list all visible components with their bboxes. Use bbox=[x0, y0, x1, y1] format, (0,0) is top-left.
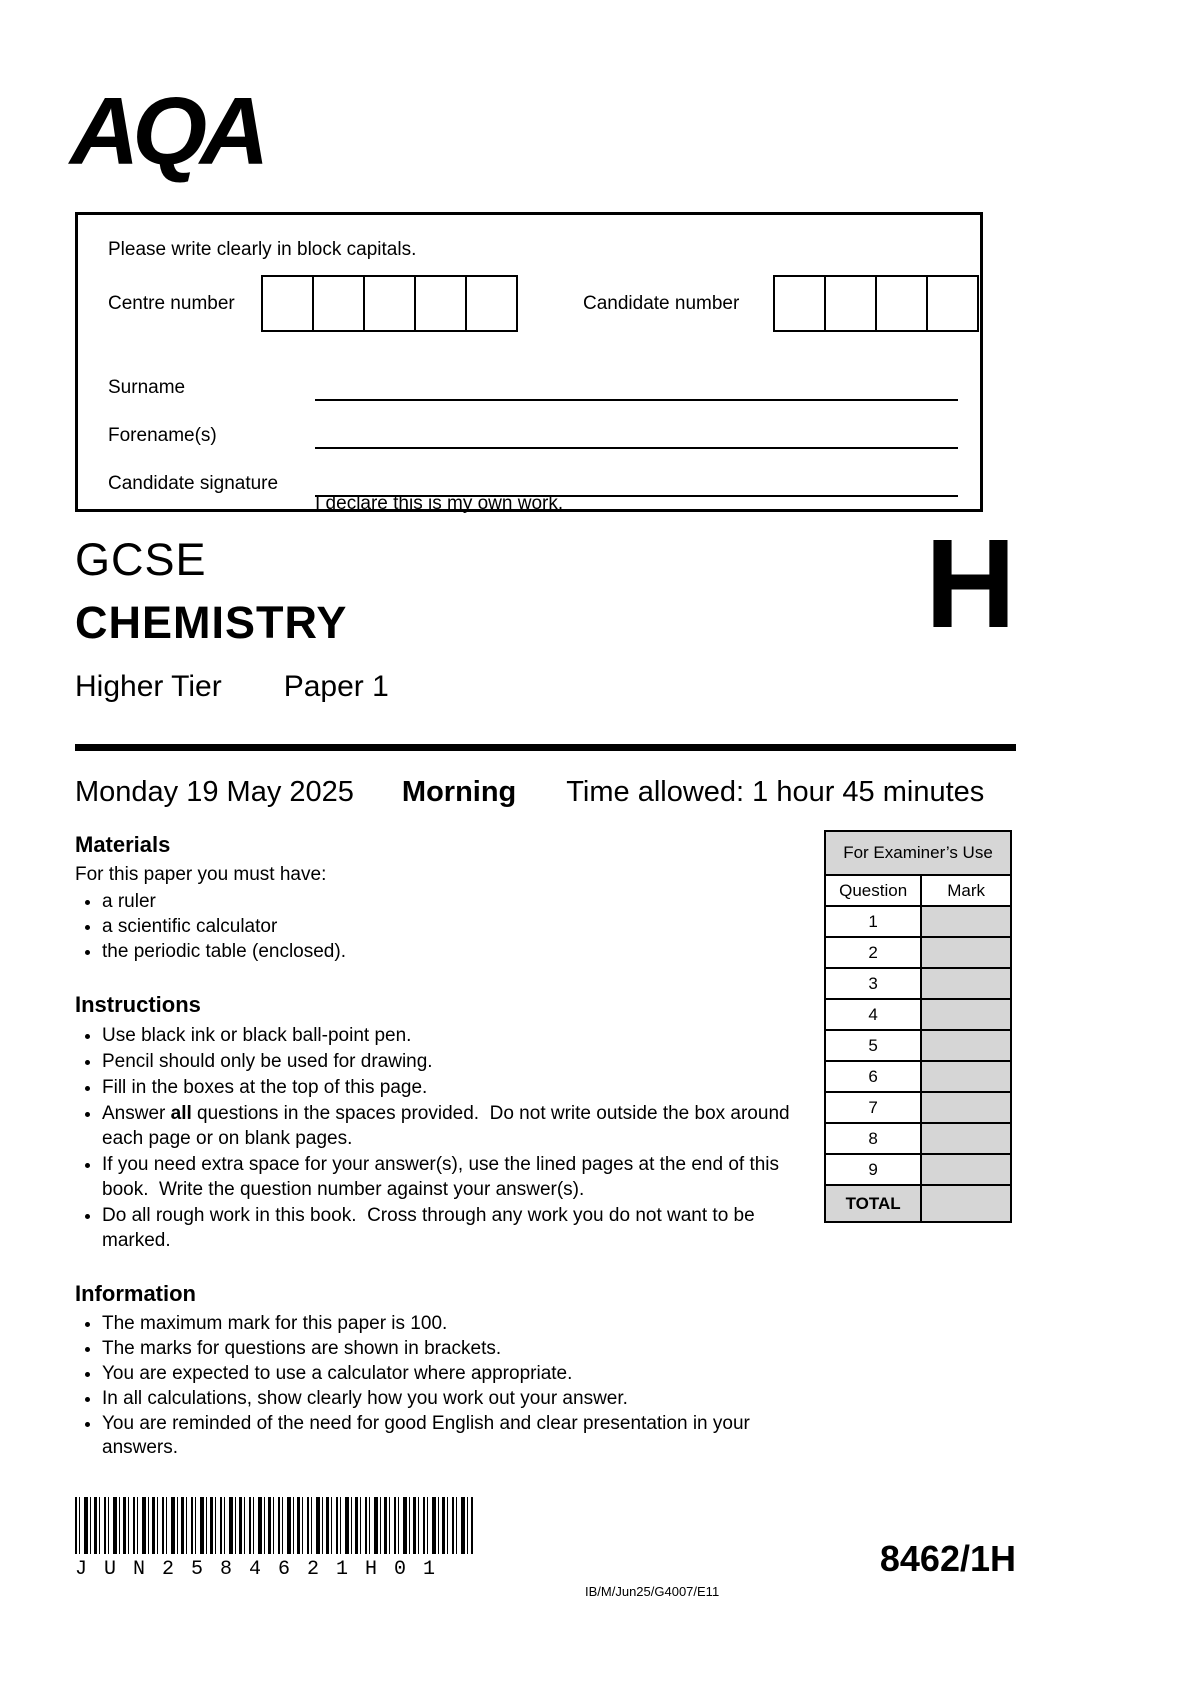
question-number-cell: 7 bbox=[825, 1092, 921, 1123]
candidate-number-cell[interactable] bbox=[926, 275, 979, 332]
information-list bbox=[75, 1312, 790, 1460]
title-divider-rule bbox=[75, 744, 1016, 751]
paper-label: Paper 1 bbox=[283, 670, 389, 703]
aqa-logo: AQA bbox=[70, 78, 263, 185]
centre-number-boxes bbox=[261, 275, 518, 332]
mark-cell bbox=[921, 1030, 1011, 1061]
exam-date-line bbox=[75, 776, 984, 809]
question-number-cell: 5 bbox=[825, 1030, 921, 1061]
signature-label: Candidate signature bbox=[108, 473, 279, 494]
question-number-cell: 8 bbox=[825, 1123, 921, 1154]
tier-letter: H bbox=[925, 513, 1016, 654]
question-column-header: Question bbox=[825, 875, 921, 906]
information-item: • In all calculations, show clearly how you work out your answer. bbox=[102, 1387, 790, 1411]
centre-number-cell[interactable] bbox=[261, 275, 314, 332]
exam-session: Morning bbox=[401, 776, 517, 808]
centre-number-cell[interactable] bbox=[363, 275, 416, 332]
question-number-cell: 2 bbox=[825, 937, 921, 968]
tier-label: Higher Tier bbox=[75, 670, 222, 703]
mark-cell bbox=[921, 1154, 1011, 1185]
question-number-cell: 3 bbox=[825, 968, 921, 999]
forenames-input-line[interactable] bbox=[315, 419, 958, 449]
centre-number-cell[interactable] bbox=[414, 275, 467, 332]
candidate-number-cell[interactable] bbox=[824, 275, 877, 332]
instructions-section bbox=[75, 992, 795, 1253]
information-section bbox=[75, 1281, 790, 1460]
centre-number-label: Centre number bbox=[108, 293, 235, 314]
question-number-cell: 9 bbox=[825, 1154, 921, 1185]
centre-number-cell[interactable] bbox=[465, 275, 518, 332]
impression-code: IB/M/Jun25/G4007/E11 bbox=[585, 1584, 720, 1599]
instruction-item: • Pencil should only be used for drawing. bbox=[102, 1049, 790, 1074]
mark-column-header: Mark bbox=[921, 875, 1011, 906]
materials-item: • the periodic table (enclosed). bbox=[102, 940, 790, 964]
surname-row bbox=[108, 371, 958, 401]
materials-intro: For this paper you must have: bbox=[75, 864, 327, 885]
question-number-cell: 4 bbox=[825, 999, 921, 1030]
examiner-table-title: For Examiner’s Use bbox=[825, 831, 1011, 875]
information-item: • You are reminded of the need for good English and clear presentation in your answers. bbox=[102, 1412, 790, 1460]
front-page-rubric bbox=[75, 832, 795, 1488]
paper-reference: 8462/1H bbox=[879, 1538, 1016, 1579]
declaration-text: I declare this is my own work. bbox=[315, 493, 564, 514]
total-mark-cell bbox=[921, 1185, 1011, 1222]
total-label-cell: TOTAL bbox=[825, 1185, 921, 1222]
materials-item: • a scientific calculator bbox=[102, 915, 790, 939]
surname-label: Surname bbox=[108, 377, 186, 398]
instruction-item: • Use black ink or black ball-point pen. bbox=[102, 1023, 790, 1048]
instructions-heading: Instructions bbox=[75, 992, 201, 1017]
instruction-item: • Fill in the boxes at the top of this page. bbox=[102, 1075, 790, 1100]
instruction-item: • If you need extra space for your answer(s), use the lined pages at the end of this book. Write the question number against your answer(s). bbox=[102, 1152, 790, 1202]
examiner-use-table bbox=[824, 830, 1012, 1223]
information-item: • The marks for questions are shown in brackets. bbox=[102, 1337, 790, 1361]
mark-cell bbox=[921, 937, 1011, 968]
barcode-text: JUN2584621H01 bbox=[75, 1558, 453, 1581]
materials-heading: Materials bbox=[75, 832, 171, 857]
forenames-label: Forename(s) bbox=[108, 425, 217, 446]
mark-cell bbox=[921, 1061, 1011, 1092]
mark-cell bbox=[921, 999, 1011, 1030]
materials-section bbox=[75, 832, 790, 964]
surname-input-line[interactable] bbox=[315, 371, 958, 401]
question-number-cell: 6 bbox=[825, 1061, 921, 1092]
question-number-cell: 1 bbox=[825, 906, 921, 937]
candidate-number-label: Candidate number bbox=[583, 293, 740, 314]
centre-number-cell[interactable] bbox=[312, 275, 365, 332]
information-heading: Information bbox=[75, 1281, 196, 1306]
candidate-number-cell[interactable] bbox=[773, 275, 826, 332]
qualification-title: GCSE bbox=[75, 534, 207, 585]
mark-cell bbox=[921, 1123, 1011, 1154]
forenames-row bbox=[108, 419, 958, 449]
barcode bbox=[75, 1497, 473, 1554]
candidate-number-cell[interactable] bbox=[875, 275, 928, 332]
block-capitals-instruction: Please write clearly in block capitals. bbox=[108, 239, 417, 260]
mark-cell bbox=[921, 1092, 1011, 1123]
mark-cell bbox=[921, 968, 1011, 999]
time-allowed: Time allowed: 1 hour 45 minutes bbox=[566, 776, 985, 808]
subject-title: CHEMISTRY bbox=[75, 597, 348, 648]
candidate-details-box bbox=[75, 212, 983, 512]
tier-paper-row bbox=[75, 670, 389, 704]
materials-item: • a ruler bbox=[102, 890, 790, 914]
materials-list bbox=[75, 890, 790, 964]
exam-date: Monday 19 May 2025 bbox=[75, 776, 354, 808]
instructions-list bbox=[75, 1023, 795, 1253]
instruction-item: • Do all rough work in this book. Cross through any work you do not want to be marked. bbox=[102, 1203, 790, 1253]
information-item: • The maximum mark for this paper is 100. bbox=[102, 1312, 790, 1336]
candidate-number-boxes bbox=[773, 275, 979, 332]
information-item: • You are expected to use a calculator where appropriate. bbox=[102, 1362, 790, 1386]
instruction-item: • Answer all questions in the spaces provided. Do not write outside the box around each page or on blank pages. bbox=[102, 1101, 790, 1151]
mark-cell bbox=[921, 906, 1011, 937]
